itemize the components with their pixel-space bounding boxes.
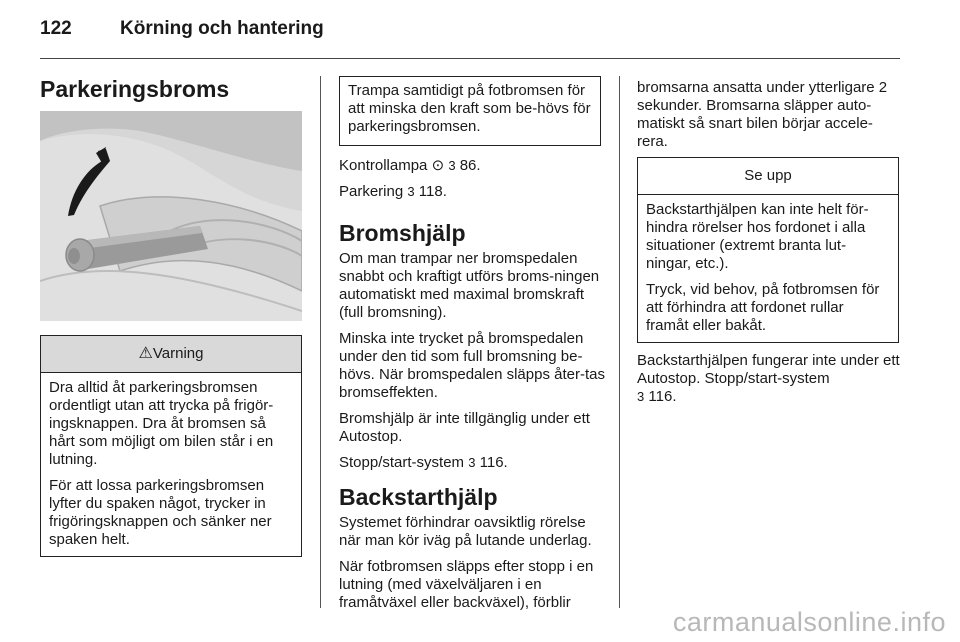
parking-page-ref[interactable]: 118. [418,183,447,200]
watermark: carmanualsonline.info [672,607,946,637]
page-ref-arrow-icon: 3 [637,389,645,404]
bromshjalp-body [339,250,605,480]
warning-box [40,335,302,557]
bromshjalp-reference [339,454,605,472]
after-caution-text [637,352,903,414]
page-ref-arrow-icon: 3 [468,455,476,470]
warning-paragraph-1: Dra alltid åt parkeringsbromsen ordentligt utan att trycka på frigör-ingsknappen. Dra åt bromsen så hårt som möjligt om bilen står i en lutning. [49,379,274,468]
backstart-continuation [637,79,903,159]
stopstart-label: Stopp/start-system [339,454,465,471]
backstarthjalp-body [339,514,605,620]
after-caution-page-ref[interactable]: 116. [648,388,677,405]
bromshjalp-paragraph-3: Bromshjälp är inte tillgänglig under ett Autostop. [339,410,590,445]
reference-lines [339,157,603,209]
section-title: Parkeringsbroms [40,76,230,102]
note-box [339,76,601,146]
column-divider-1 [320,76,321,608]
backstart-paragraph-2: När fotbromsen släpps efter stopp i en lutning (med växelväljaren i en framåtväxel eller backväxel), förblir [339,558,594,611]
after-caution-body: Backstarthjälpen fungerar inte under ett Autostop. Stopp/start-system [637,352,900,387]
handbrake-illustration [40,111,302,321]
parking-reference [339,183,603,201]
caution-label: Se upp [744,167,792,184]
page-number: 122 [40,18,72,39]
parking-label: Parkering [339,183,404,200]
page-ref-arrow-icon: 3 [448,158,456,173]
warning-label: Varning [152,345,204,362]
warning-paragraph-2: För att lossa parkeringsbromsen lyfter du spaken något, trycker in frigöringsknappen och sänker ner spaken helt. [49,477,272,548]
page-ref-arrow-icon: 3 [407,184,415,199]
warning-header [41,336,301,373]
backstarthjalp-heading: Backstarthjälp [339,484,498,510]
backstart-paragraph-1: Systemet förhindrar oavsiktlig rörelse när man kör iväg på lutande underlag. [339,514,592,549]
lamp-page-ref[interactable]: 86. [459,157,481,174]
lamp-label: Kontrollampa [339,157,428,174]
column-divider-2 [619,76,620,608]
caution-box [637,157,899,343]
backstart-paragraph-3: bromsarna ansatta under ytterligare 2 sekunder. Bromsarna släpper auto-matiskt så snart bilen börjar accele-rera. [637,79,888,150]
header-rule [40,58,900,59]
bromshjalp-heading: Bromshjälp [339,220,466,246]
warning-triangle-icon: ⚠ [138,345,153,362]
stopstart-page-ref[interactable]: 116. [479,454,508,471]
indicator-lamp-icon: ⊙ [431,157,445,174]
caution-paragraph-1: Backstarthjälpen kan inte helt för-hindra rörelser hos fordonet i alla situationer (extremt branta lut-ningar, etc.). [646,201,869,272]
note-text: Trampa samtidigt på fotbromsen för att minska den kraft som be-hövs för parkeringsbromsen. [348,82,591,135]
chapter-title: Körning och hantering [120,18,324,39]
caution-paragraph-2: Tryck, vid behov, på fotbromsen för att förhindra att fordonet rullar framåt eller bakåt. [646,281,880,334]
lamp-reference [339,157,603,175]
bromshjalp-paragraph-2: Minska inte trycket på bromspedalen under den tid som full bromsning be-hövs. När bromspedalen släpps åter-tas bromseffekten. [339,330,605,401]
caution-header [638,158,898,195]
after-caution-paragraph [637,352,903,406]
bromshjalp-paragraph-1: Om man trampar ner bromspedalen snabbt och kraftigt utförs broms-ningen automatiskt med maximal bromskraft (full bromsning). [339,250,600,321]
